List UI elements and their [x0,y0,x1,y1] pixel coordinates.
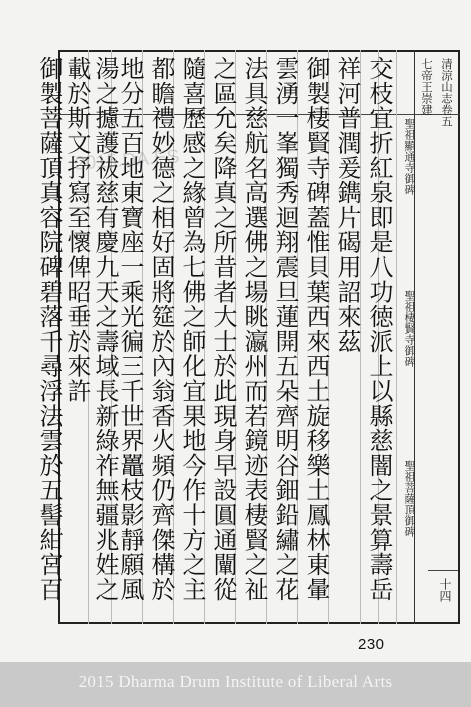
folio-number: 十四 [438,578,452,602]
text-column-1: 交枝宜折紅泉即是八功徳派上以縣慈闇之景算壽岳 [365,56,393,602]
text-column-4: 雲湧一峯獨秀迴翔震旦蓮開五朵齊明谷鈿鉛繡之花 [271,56,299,602]
text-column-12: 御製菩薩頂真容院碑碧落千尋浮法雲於五髻紺宮百 [35,56,63,602]
watermark-overlay: 2015.DA.ES [74,146,181,175]
text-column-3: 御製棲賢寺碑蓋惟貝葉西來西土旋移樂土鳳林東暈 [302,56,330,602]
caption-qixian: 聖祖棲賢寺御碑 [403,290,416,367]
text-column-9: 地分五百地東寶座一乘光徧三千世界鼉枝影靜願風 [116,56,144,602]
text-column-7: 隨喜歷感之緣曾為七佛之師化宜果地今作十方之主 [178,56,206,602]
section-title: 七帝王崇建 [420,58,434,116]
text-column-2: 祥河普潤爰鐫片碣用詔來茲 [333,56,361,354]
text-column-11: 載於斯文抒寫至懷俾昭垂於來許 [63,56,91,404]
page-number: 230 [358,636,385,653]
text-column-5: 法具慈航名高選佛之場眺瀛州而若鏡迹表棲賢之祉 [240,56,268,602]
caption-xiantong: 聖祖顯通寺御碑 [403,118,416,195]
column-rule [396,50,397,624]
book-title: 清涼山志卷五 [440,58,454,127]
text-column-10: 湯之攄護祓慈有慶九天之壽域長新綠祚無疆兆姓之 [91,56,119,602]
text-column-8: 都瞻禮妙德之相好固將筵於內翁香火頻仍齊傑構於 [147,56,175,602]
text-column-6: 之區允矣降真之所昔者大士於此現身早設圓通闡從 [209,56,237,602]
footer-credit: 2015 Dharma Drum Institute of Liberal Arts [78,672,393,691]
caption-pusading: 聖祖菩薩頂御碑 [403,460,416,537]
